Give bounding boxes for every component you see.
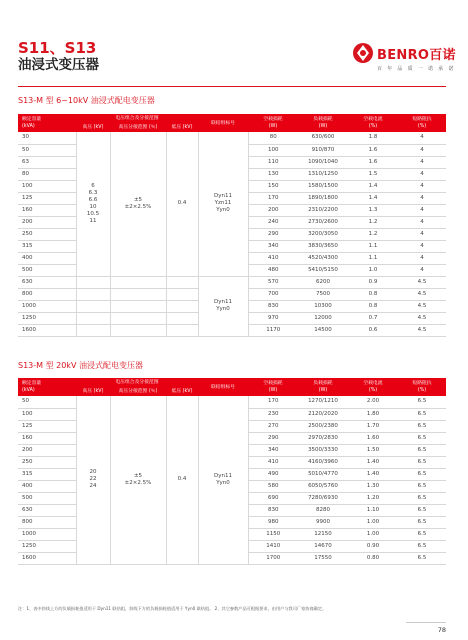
cell-capacity: 400 bbox=[18, 480, 76, 492]
cell-load-loss: 5010/4770 bbox=[298, 468, 348, 480]
logo-wordmark: BENRO百诺 bbox=[377, 48, 456, 63]
cell-no-load-loss: 570 bbox=[248, 276, 298, 288]
cell-hv bbox=[76, 288, 110, 300]
cell-impedance: 4 bbox=[398, 180, 446, 192]
cell-capacity: 250 bbox=[18, 228, 76, 240]
cell-load-loss: 5410/5150 bbox=[298, 264, 348, 276]
cell-load-loss: 1090/1040 bbox=[298, 156, 348, 168]
cell-impedance: 4 bbox=[398, 240, 446, 252]
cell-no-load-current: 0.90 bbox=[348, 540, 398, 552]
cell-no-load-loss: 100 bbox=[248, 144, 298, 156]
cell-no-load-current: 1.40 bbox=[348, 456, 398, 468]
cell-impedance: 4 bbox=[398, 204, 446, 216]
header-no-load-current: 空载电流 (%) bbox=[348, 378, 398, 396]
cell-lv bbox=[166, 288, 198, 300]
cell-impedance: 6.5 bbox=[398, 504, 446, 516]
cell-impedance: 6.5 bbox=[398, 480, 446, 492]
page-title: S11、S13 bbox=[18, 39, 97, 57]
cell-no-load-loss: 480 bbox=[248, 264, 298, 276]
cell-no-load-current: 1.80 bbox=[348, 408, 398, 420]
header-divider bbox=[18, 86, 446, 87]
cell-tap bbox=[110, 312, 166, 324]
cell-connection: Dyn11 Yyn0 bbox=[198, 396, 248, 564]
cell-capacity: 1600 bbox=[18, 324, 76, 336]
cell-no-load-loss: 130 bbox=[248, 168, 298, 180]
cell-hv: 6 6.3 6.6 10 10.5 11 bbox=[76, 132, 110, 276]
cell-capacity: 800 bbox=[18, 516, 76, 528]
cell-capacity: 100 bbox=[18, 408, 76, 420]
header-connection: 联结组标号 bbox=[198, 378, 248, 396]
cell-no-load-current: 1.00 bbox=[348, 516, 398, 528]
section1-title: S13-M 型 6~10kV 油浸式配电变压器 bbox=[18, 96, 155, 105]
cell-no-load-current: 1.0 bbox=[348, 264, 398, 276]
cell-no-load-loss: 980 bbox=[248, 516, 298, 528]
cell-tap: ±5 ±2×2.5% bbox=[110, 132, 166, 276]
table-row bbox=[18, 396, 446, 408]
cell-no-load-loss: 340 bbox=[248, 240, 298, 252]
cell-no-load-current: 1.00 bbox=[348, 528, 398, 540]
cell-capacity: 100 bbox=[18, 180, 76, 192]
cell-no-load-current: 1.6 bbox=[348, 144, 398, 156]
cell-no-load-loss: 1410 bbox=[248, 540, 298, 552]
cell-tap bbox=[110, 288, 166, 300]
cell-impedance: 6.5 bbox=[398, 408, 446, 420]
cell-capacity: 63 bbox=[18, 156, 76, 168]
cell-impedance: 6.5 bbox=[398, 528, 446, 540]
cell-impedance: 6.5 bbox=[398, 396, 446, 408]
cell-tap bbox=[110, 300, 166, 312]
section2-table-body bbox=[18, 396, 446, 564]
cell-no-load-loss: 240 bbox=[248, 216, 298, 228]
cell-no-load-current: 0.8 bbox=[348, 300, 398, 312]
cell-hv: 20 22 24 bbox=[76, 396, 110, 564]
cell-lv bbox=[166, 300, 198, 312]
cell-impedance: 6.5 bbox=[398, 552, 446, 564]
cell-hv bbox=[76, 300, 110, 312]
cell-no-load-current: 1.1 bbox=[348, 240, 398, 252]
cell-no-load-current: 1.2 bbox=[348, 216, 398, 228]
cell-capacity: 200 bbox=[18, 444, 76, 456]
cell-load-loss: 4160/3960 bbox=[298, 456, 348, 468]
cell-no-load-current: 1.6 bbox=[348, 156, 398, 168]
cell-no-load-loss: 410 bbox=[248, 456, 298, 468]
section1-table bbox=[18, 114, 446, 337]
cell-impedance: 4.5 bbox=[398, 312, 446, 324]
cell-impedance: 4 bbox=[398, 156, 446, 168]
header-no-load-current: 空载电流 (%) bbox=[348, 114, 398, 132]
cell-no-load-loss: 200 bbox=[248, 204, 298, 216]
cell-capacity: 160 bbox=[18, 432, 76, 444]
cell-load-loss: 12150 bbox=[298, 528, 348, 540]
header-voltage-group: 电压组合及分接范围 bbox=[76, 114, 198, 123]
header-impedance: 短路阻抗 (%) bbox=[398, 114, 446, 132]
cell-no-load-current: 1.4 bbox=[348, 192, 398, 204]
page-subtitle: 油浸式变压器 bbox=[18, 57, 99, 73]
cell-no-load-loss: 290 bbox=[248, 228, 298, 240]
header-hv: 高压 (kV) bbox=[76, 387, 110, 396]
table-row bbox=[18, 132, 446, 144]
cell-load-loss: 3200/3050 bbox=[298, 228, 348, 240]
cell-no-load-loss: 700 bbox=[248, 288, 298, 300]
cell-impedance: 6.5 bbox=[398, 456, 446, 468]
cell-capacity: 1000 bbox=[18, 300, 76, 312]
cell-capacity: 315 bbox=[18, 468, 76, 480]
page-number: 78 bbox=[437, 626, 446, 634]
cell-no-load-current: 1.2 bbox=[348, 228, 398, 240]
cell-no-load-current: 1.30 bbox=[348, 480, 398, 492]
cell-capacity: 50 bbox=[18, 396, 76, 408]
cell-no-load-current: 1.4 bbox=[348, 180, 398, 192]
cell-capacity: 1600 bbox=[18, 552, 76, 564]
cell-no-load-loss: 230 bbox=[248, 408, 298, 420]
cell-hv bbox=[76, 312, 110, 324]
logo-tagline: 百 年 品 质 一 诺 承 诺 bbox=[377, 66, 456, 72]
cell-no-load-loss: 580 bbox=[248, 480, 298, 492]
cell-no-load-loss: 830 bbox=[248, 504, 298, 516]
cell-load-loss: 4520/4300 bbox=[298, 252, 348, 264]
cell-no-load-current: 0.6 bbox=[348, 324, 398, 336]
cell-connection: Dyn11 Yzn11 Yyn0 bbox=[198, 132, 248, 276]
header-connection: 联结组标号 bbox=[198, 114, 248, 132]
cell-no-load-current: 1.5 bbox=[348, 168, 398, 180]
section1-table-body bbox=[18, 132, 446, 336]
cell-lv: 0.4 bbox=[166, 396, 198, 564]
cell-impedance: 4 bbox=[398, 264, 446, 276]
cell-no-load-current: 1.60 bbox=[348, 432, 398, 444]
cell-no-load-current: 1.10 bbox=[348, 504, 398, 516]
cell-no-load-current: 0.8 bbox=[348, 288, 398, 300]
cell-load-loss: 1310/1250 bbox=[298, 168, 348, 180]
cell-lv: 0.4 bbox=[166, 132, 198, 276]
cell-no-load-current: 1.1 bbox=[348, 252, 398, 264]
header-load-loss: 负载损耗 (W) bbox=[298, 378, 348, 396]
cell-no-load-loss: 170 bbox=[248, 396, 298, 408]
cell-capacity: 1000 bbox=[18, 528, 76, 540]
cell-hv bbox=[76, 276, 110, 288]
cell-impedance: 4 bbox=[398, 228, 446, 240]
cell-impedance: 4.5 bbox=[398, 300, 446, 312]
cell-load-loss: 910/870 bbox=[298, 144, 348, 156]
cell-load-loss: 9900 bbox=[298, 516, 348, 528]
cell-no-load-loss: 410 bbox=[248, 252, 298, 264]
cell-no-load-loss: 340 bbox=[248, 444, 298, 456]
cell-impedance: 6.5 bbox=[398, 516, 446, 528]
cell-load-loss: 6200 bbox=[298, 276, 348, 288]
page-number-rule bbox=[406, 622, 446, 623]
header-load-loss: 负载损耗 (W) bbox=[298, 114, 348, 132]
cell-capacity: 80 bbox=[18, 168, 76, 180]
cell-load-loss: 1270/1210 bbox=[298, 396, 348, 408]
cell-impedance: 4 bbox=[398, 252, 446, 264]
cell-impedance: 6.5 bbox=[398, 492, 446, 504]
cell-capacity: 125 bbox=[18, 420, 76, 432]
header-no-load-loss: 空载损耗 (W) bbox=[248, 114, 298, 132]
header-rated-capacity: 额定容量 (kVA) bbox=[18, 378, 76, 396]
cell-load-loss: 3500/3330 bbox=[298, 444, 348, 456]
cell-load-loss: 14670 bbox=[298, 540, 348, 552]
cell-impedance: 4 bbox=[398, 192, 446, 204]
cell-load-loss: 2500/2380 bbox=[298, 420, 348, 432]
cell-no-load-loss: 1170 bbox=[248, 324, 298, 336]
cell-no-load-current: 1.20 bbox=[348, 492, 398, 504]
cell-impedance: 4 bbox=[398, 144, 446, 156]
cell-connection: Dyn11 Yyn0 bbox=[198, 276, 248, 336]
cell-no-load-loss: 150 bbox=[248, 180, 298, 192]
cell-no-load-loss: 970 bbox=[248, 312, 298, 324]
cell-no-load-current: 2.00 bbox=[348, 396, 398, 408]
cell-capacity: 160 bbox=[18, 204, 76, 216]
cell-no-load-loss: 270 bbox=[248, 420, 298, 432]
cell-lv bbox=[166, 276, 198, 288]
cell-no-load-current: 1.3 bbox=[348, 204, 398, 216]
cell-load-loss: 1890/1800 bbox=[298, 192, 348, 204]
cell-capacity: 500 bbox=[18, 492, 76, 504]
cell-no-load-current: 0.9 bbox=[348, 276, 398, 288]
header-no-load-loss: 空载损耗 (W) bbox=[248, 378, 298, 396]
cell-load-loss: 8280 bbox=[298, 504, 348, 516]
cell-impedance: 4 bbox=[398, 216, 446, 228]
cell-impedance: 4 bbox=[398, 132, 446, 144]
cell-no-load-loss: 1700 bbox=[248, 552, 298, 564]
header-tap: 高压分接范围 (％) bbox=[110, 387, 166, 396]
cell-no-load-loss: 830 bbox=[248, 300, 298, 312]
cell-tap bbox=[110, 276, 166, 288]
cell-capacity: 800 bbox=[18, 288, 76, 300]
cell-load-loss: 12000 bbox=[298, 312, 348, 324]
cell-impedance: 4 bbox=[398, 168, 446, 180]
cell-impedance: 6.5 bbox=[398, 432, 446, 444]
cell-capacity: 125 bbox=[18, 192, 76, 204]
table-row bbox=[18, 276, 446, 288]
cell-load-loss: 7280/6930 bbox=[298, 492, 348, 504]
cell-capacity: 1250 bbox=[18, 540, 76, 552]
cell-load-loss: 1580/1500 bbox=[298, 180, 348, 192]
cell-no-load-loss: 290 bbox=[248, 432, 298, 444]
header-hv: 高压 (kV) bbox=[76, 123, 110, 132]
cell-no-load-current: 0.7 bbox=[348, 312, 398, 324]
cell-no-load-loss: 690 bbox=[248, 492, 298, 504]
cell-load-loss: 2970/2830 bbox=[298, 432, 348, 444]
header-impedance: 短路阻抗 (%) bbox=[398, 378, 446, 396]
cell-impedance: 6.5 bbox=[398, 540, 446, 552]
cell-load-loss: 2310/2200 bbox=[298, 204, 348, 216]
cell-no-load-loss: 110 bbox=[248, 156, 298, 168]
benro-logo-icon bbox=[352, 42, 374, 64]
cell-load-loss: 7500 bbox=[298, 288, 348, 300]
cell-capacity: 1250 bbox=[18, 312, 76, 324]
cell-load-loss: 2730/2600 bbox=[298, 216, 348, 228]
cell-capacity: 50 bbox=[18, 144, 76, 156]
cell-no-load-loss: 490 bbox=[248, 468, 298, 480]
cell-no-load-current: 1.8 bbox=[348, 132, 398, 144]
benro-logo bbox=[352, 41, 456, 79]
header-tap: 高压分接范围 (％) bbox=[110, 123, 166, 132]
cell-no-load-loss: 170 bbox=[248, 192, 298, 204]
cell-impedance: 4.5 bbox=[398, 288, 446, 300]
cell-capacity: 500 bbox=[18, 264, 76, 276]
cell-load-loss: 14500 bbox=[298, 324, 348, 336]
cell-load-loss: 630/600 bbox=[298, 132, 348, 144]
cell-load-loss: 2120/2020 bbox=[298, 408, 348, 420]
cell-impedance: 4.5 bbox=[398, 276, 446, 288]
cell-capacity: 200 bbox=[18, 216, 76, 228]
cell-capacity: 630 bbox=[18, 504, 76, 516]
cell-no-load-current: 1.70 bbox=[348, 420, 398, 432]
cell-capacity: 400 bbox=[18, 252, 76, 264]
header-rated-capacity: 额定容量 (kVA) bbox=[18, 114, 76, 132]
cell-load-loss: 3830/3650 bbox=[298, 240, 348, 252]
header-lv: 低压 (kV) bbox=[166, 387, 198, 396]
header-voltage-group: 电压组合及分接范围 bbox=[76, 378, 198, 387]
cell-capacity: 30 bbox=[18, 132, 76, 144]
cell-tap: ±5 ±2×2.5% bbox=[110, 396, 166, 564]
cell-load-loss: 17550 bbox=[298, 552, 348, 564]
section2-table bbox=[18, 378, 446, 565]
cell-capacity: 250 bbox=[18, 456, 76, 468]
cell-capacity: 630 bbox=[18, 276, 76, 288]
cell-no-load-current: 1.40 bbox=[348, 468, 398, 480]
cell-impedance: 6.5 bbox=[398, 444, 446, 456]
cell-capacity: 315 bbox=[18, 240, 76, 252]
cell-load-loss: 6050/5760 bbox=[298, 480, 348, 492]
cell-hv bbox=[76, 324, 110, 336]
cell-lv bbox=[166, 324, 198, 336]
cell-lv bbox=[166, 312, 198, 324]
cell-tap bbox=[110, 324, 166, 336]
cell-load-loss: 10300 bbox=[298, 300, 348, 312]
cell-no-load-current: 0.80 bbox=[348, 552, 398, 564]
header-lv: 低压 (kV) bbox=[166, 123, 198, 132]
cell-impedance: 4.5 bbox=[398, 324, 446, 336]
cell-impedance: 6.5 bbox=[398, 468, 446, 480]
section2-title: S13-M 型 20kV 油浸式配电变压器 bbox=[18, 361, 143, 370]
page-header bbox=[18, 40, 99, 74]
cell-impedance: 6.5 bbox=[398, 420, 446, 432]
cell-no-load-loss: 1150 bbox=[248, 528, 298, 540]
cell-no-load-current: 1.50 bbox=[348, 444, 398, 456]
cell-no-load-loss: 80 bbox=[248, 132, 298, 144]
footnote: 注：1、表中斜线上方的负载损耗值适用于 Dyn11 联结组，斜线下方的负载损耗值适用于 Yyn0 联结组。 2、其它参数产品可根据要求，由用户与我司厂家协商确定。 bbox=[18, 606, 327, 611]
